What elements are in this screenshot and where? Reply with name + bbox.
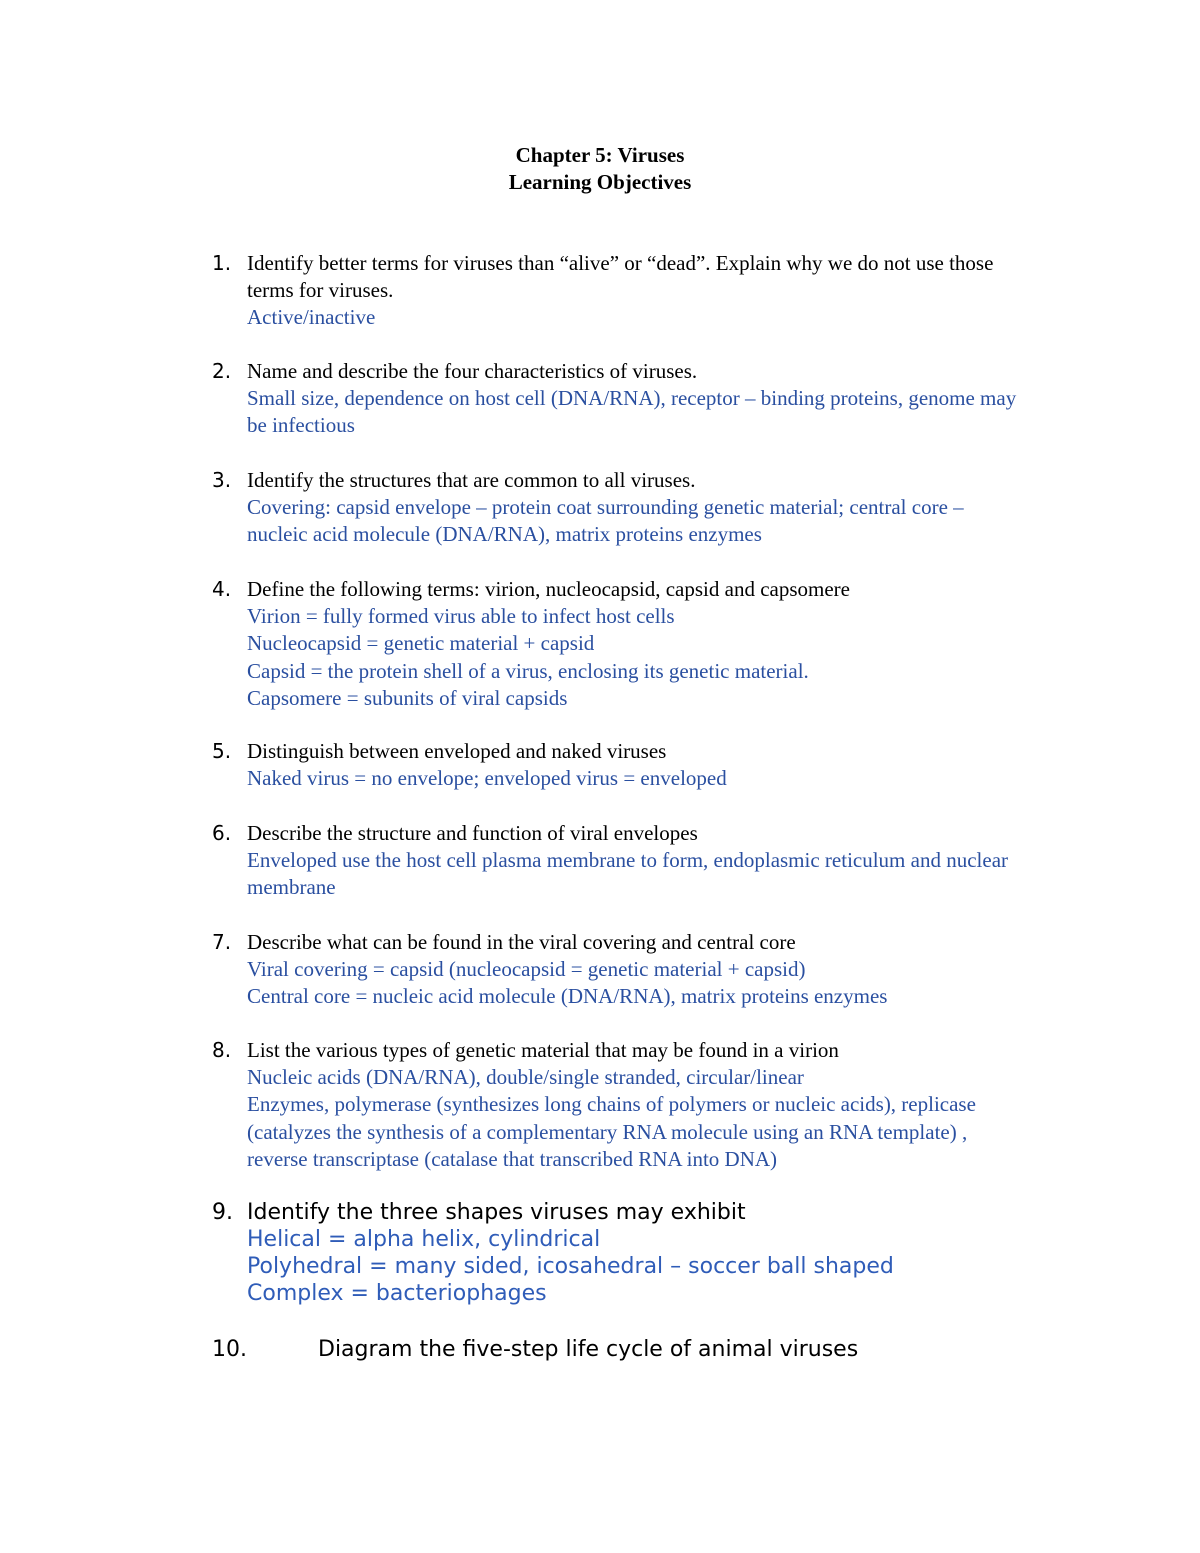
objective-number: 1. — [212, 251, 232, 275]
objective-answer: Capsid = the protein shell of a virus, enclosing its genetic material. — [247, 658, 809, 683]
objective-answer: Polyhedral = many sided, icosahedral – soccer ball shaped — [247, 1254, 894, 1279]
objective-number: 5. — [212, 739, 232, 763]
title-block — [0, 142, 1200, 196]
objective-number: 9. — [212, 1200, 233, 1225]
objective-question: Describe what can be found in the viral covering and central core — [247, 930, 796, 954]
objective-answer: Complex = bacteriophages — [247, 1281, 547, 1306]
objective-answer: Capsomere = subunits of viral capsids — [247, 685, 568, 710]
objective-number: 10. — [212, 1337, 247, 1362]
objective-answer: Covering: capsid envelope – protein coat surrounding genetic material; central core – nucleic acid molecule (DNA/RNA), matrix proteins enzymes — [247, 495, 964, 547]
page-subtitle: Learning Objectives — [508, 170, 692, 194]
objective-question: Distinguish between enveloped and naked viruses — [247, 739, 667, 763]
page-title: Chapter 5: Viruses — [515, 143, 685, 167]
objective-number: 4. — [212, 577, 232, 601]
objective-answer: Viral covering = capsid (nucleocapsid = genetic material + capsid) — [247, 957, 806, 982]
objective-question: Identify the structures that are common to all viruses. — [247, 468, 696, 492]
objective-number: 7. — [212, 930, 232, 954]
objective-answer: Active/inactive — [247, 305, 376, 330]
objective-question: Describe the structure and function of viral envelopes — [247, 821, 698, 845]
objective-answer: Small size, dependence on host cell (DNA/RNA), receptor – binding proteins, genome may be infectious — [247, 386, 1017, 438]
objective-answer: Helical = alpha helix, cylindrical — [247, 1227, 601, 1252]
objective-question: Identify better terms for viruses than “alive” or “dead”. Explain why we do not use those terms for viruses. — [247, 251, 994, 303]
objective-question: Define the following terms: virion, nucleocapsid, capsid and capsomere — [247, 577, 850, 601]
objective-answer: Nucleic acids (DNA/RNA), double/single stranded, circular/linear — [247, 1065, 804, 1090]
objective-answer: Virion = fully formed virus able to infect host cells — [247, 604, 675, 629]
objective-question: Diagram the five-step life cycle of animal viruses — [318, 1337, 859, 1362]
objective-number: 8. — [212, 1038, 232, 1062]
objective-answer: Enveloped use the host cell plasma membrane to form, endoplasmic reticulum and nuclear membrane — [247, 848, 1009, 900]
objective-number: 2. — [212, 359, 232, 383]
objective-question: Name and describe the four characteristics of viruses. — [247, 359, 698, 383]
objective-answer: Nucleocapsid = genetic material + capsid — [247, 631, 595, 656]
objective-question: List the various types of genetic material that may be found in a virion — [247, 1038, 839, 1062]
objective-number: 3. — [212, 468, 232, 492]
objective-answer: Naked virus = no envelope; enveloped virus = enveloped — [247, 766, 727, 791]
objective-answer: Enzymes, polymerase (synthesizes long chains of polymers or nucleic acids), replicase (catalyzes the synthesis of a complementary RNA molecule using an RNA template) , reverse transcriptase (catalase that transcribed RNA into DNA) — [247, 1092, 976, 1171]
objective-number: 6. — [212, 821, 232, 845]
objective-question: Identify the three shapes viruses may exhibit — [247, 1200, 746, 1225]
objective-answer: Central core = nucleic acid molecule (DNA/RNA), matrix proteins enzymes — [247, 984, 888, 1009]
